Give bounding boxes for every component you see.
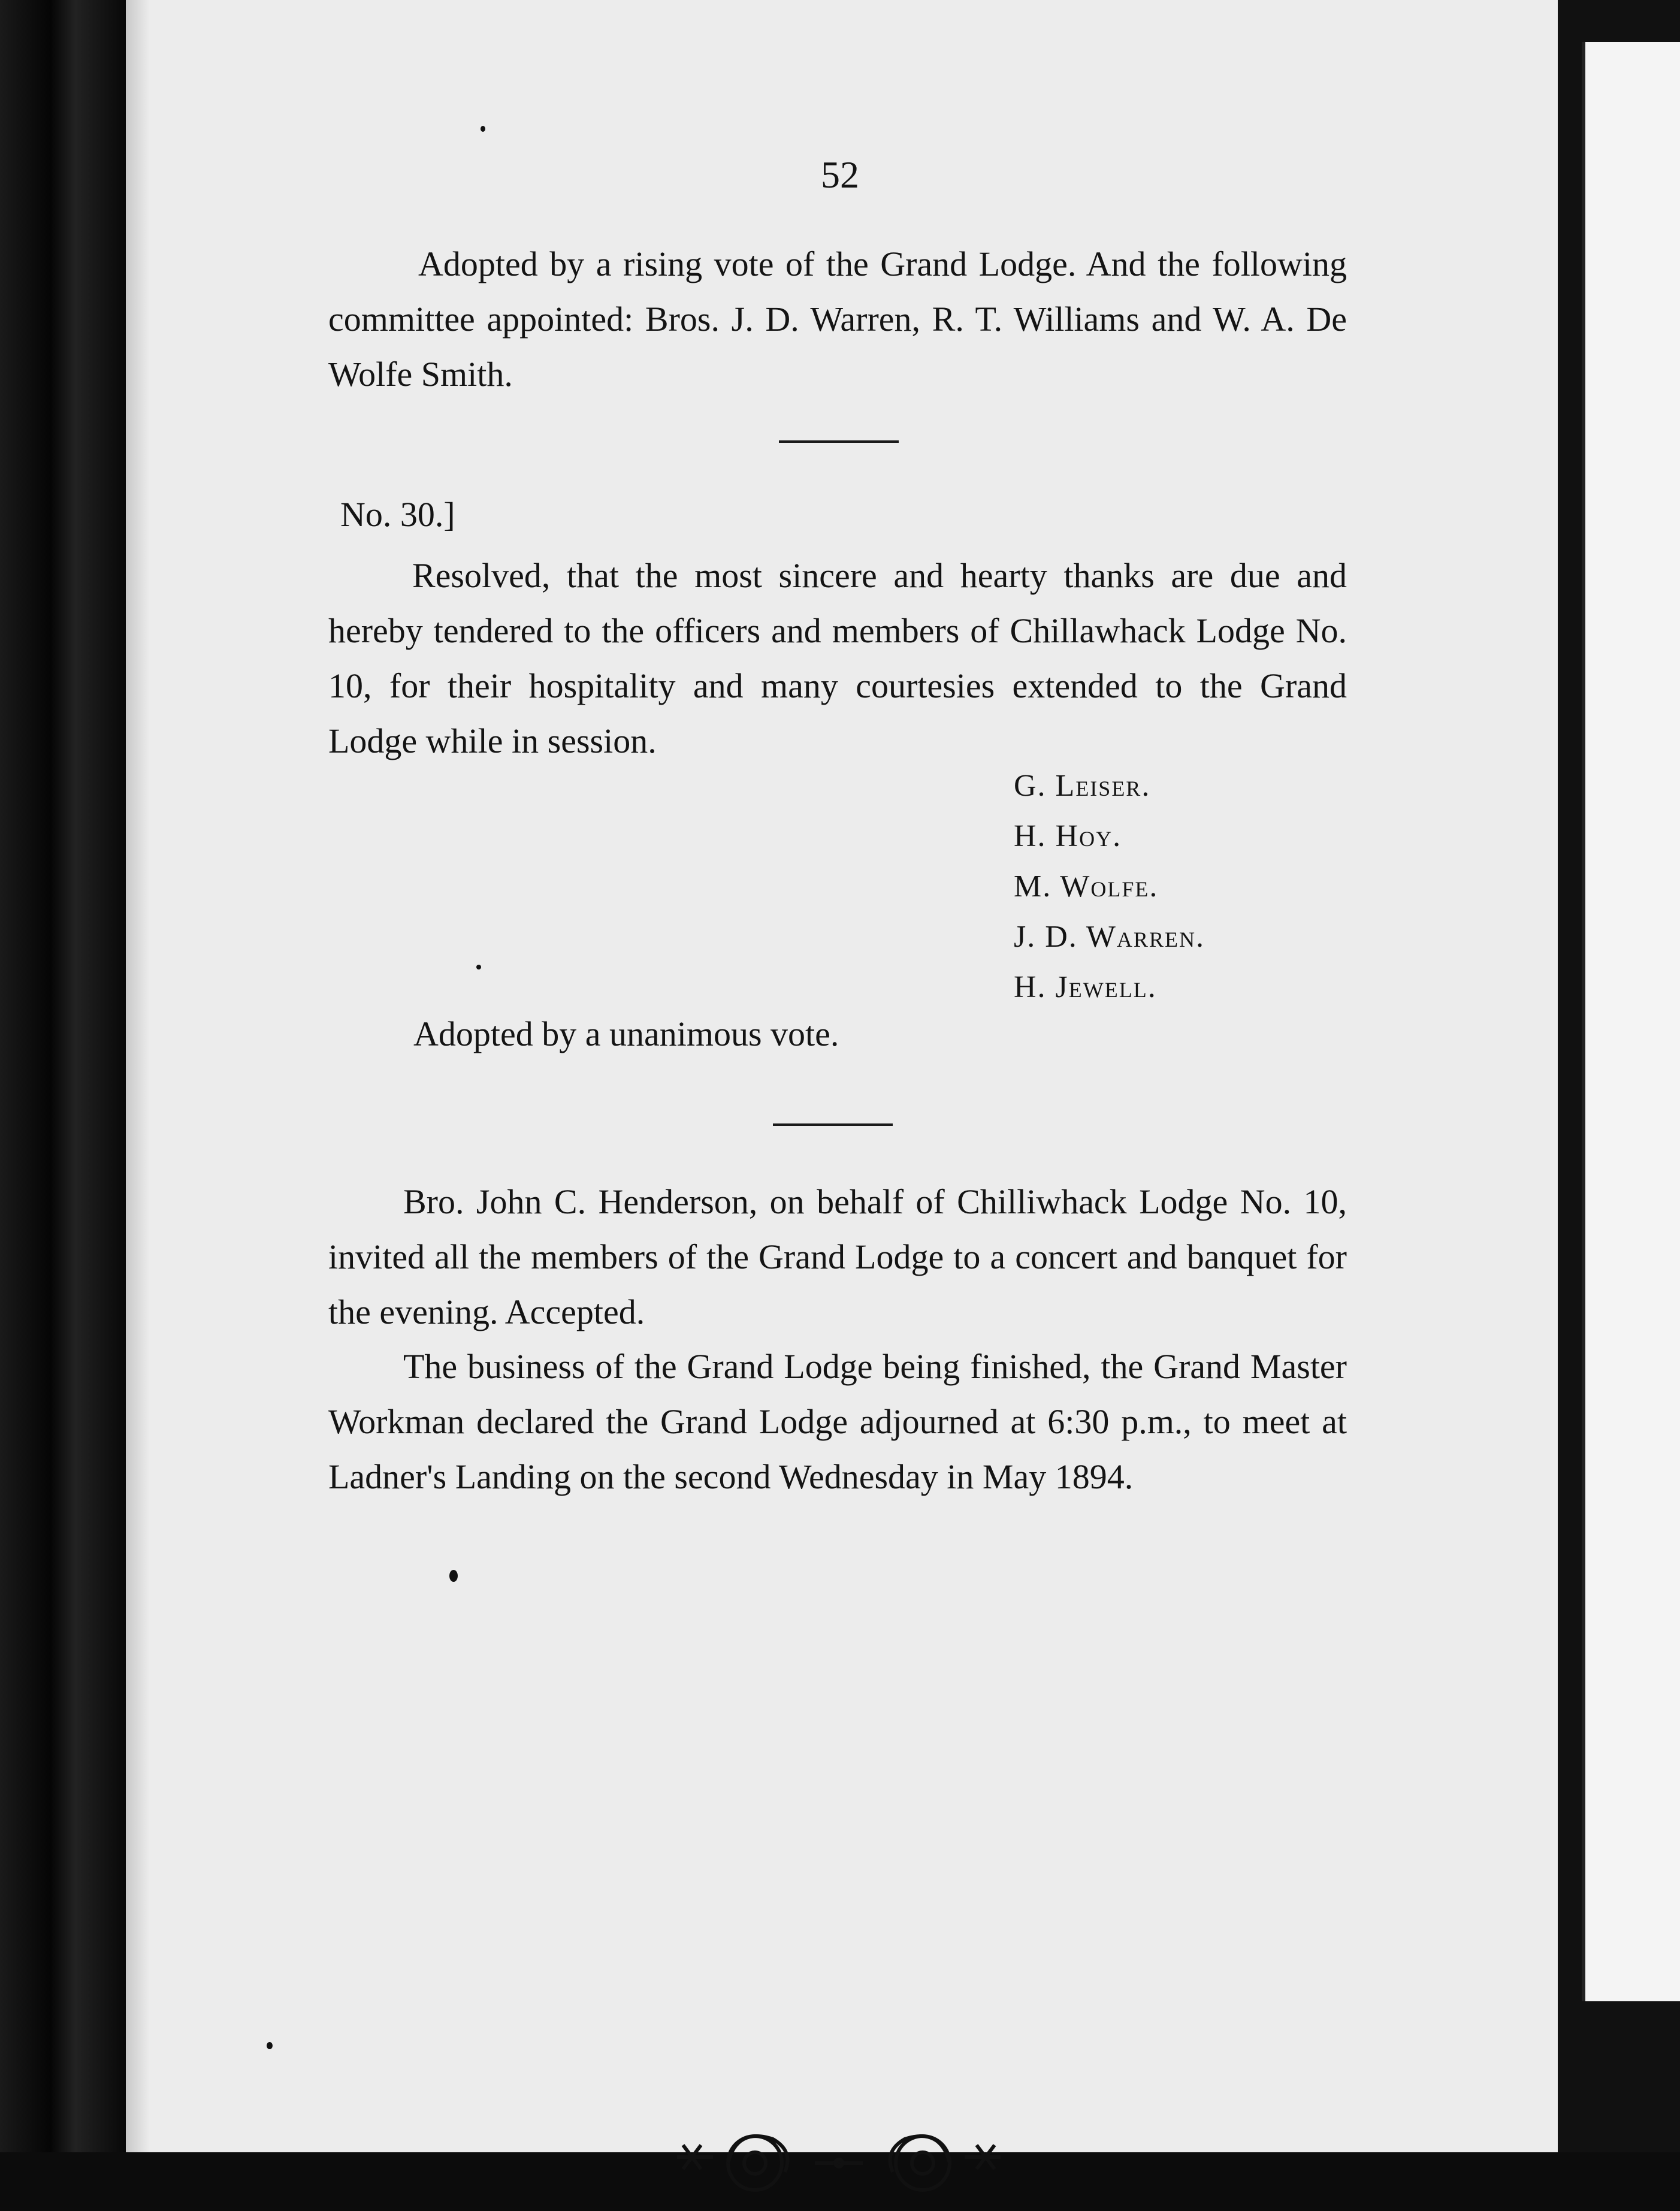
paragraph-adopted-unanimous: Adopted by a unanimous vote. (413, 1014, 839, 1053)
resolution-text: Resolved, that the most sincere and hearty thanks are due and hereby tendered to the officers and members of Chillawhack Lodge No. 10, for their hospitality and many courtesies extended to the Grand Lodge while in session. (328, 556, 1347, 760)
next-page-edge (1582, 42, 1680, 2001)
ink-speck (481, 126, 485, 132)
paragraph-adopted-rising-vote: Adopted by a rising vote of the Grand Lodge. And the following committee appointed: Bros. J. D. Warren, R. T. Williams and W. A. De Wolfe Smith. (328, 244, 1347, 394)
ink-speck (476, 965, 481, 969)
section-divider (773, 1123, 893, 1126)
page-gutter-shadow (126, 0, 150, 2152)
signer-name: G. Leiser. (1014, 769, 1151, 803)
signer-name: J. D. Warren. (1014, 920, 1205, 954)
resolution-number: No. 30.] (340, 495, 455, 534)
signer-name: H. Hoy. (1014, 819, 1122, 853)
book-spine-edge (0, 0, 126, 2152)
signers-list (1014, 761, 1205, 1013)
decorative-ornament-icon (665, 2115, 1013, 2211)
signer-name: H. Jewell. (1014, 970, 1157, 1004)
page-number: 52 (821, 153, 859, 196)
paragraph-business-adjourned: The business of the Grand Lodge being finished, the Grand Master Workman declared the Grand Lodge adjourned at 6:30 p.m., to meet at Ladner's Landing on the second Wednesday in May 1894. (328, 1347, 1347, 1496)
signer-name: M. Wolfe. (1014, 869, 1159, 904)
ink-speck (267, 2042, 273, 2049)
paragraph-henderson-invitation: Bro. John C. Henderson, on behalf of Chilliwhack Lodge No. 10, invited all the members of the Grand Lodge to a concert and banquet for the evening. Accepted. (328, 1182, 1347, 1331)
ink-speck (449, 1570, 458, 1582)
section-divider (779, 440, 899, 443)
